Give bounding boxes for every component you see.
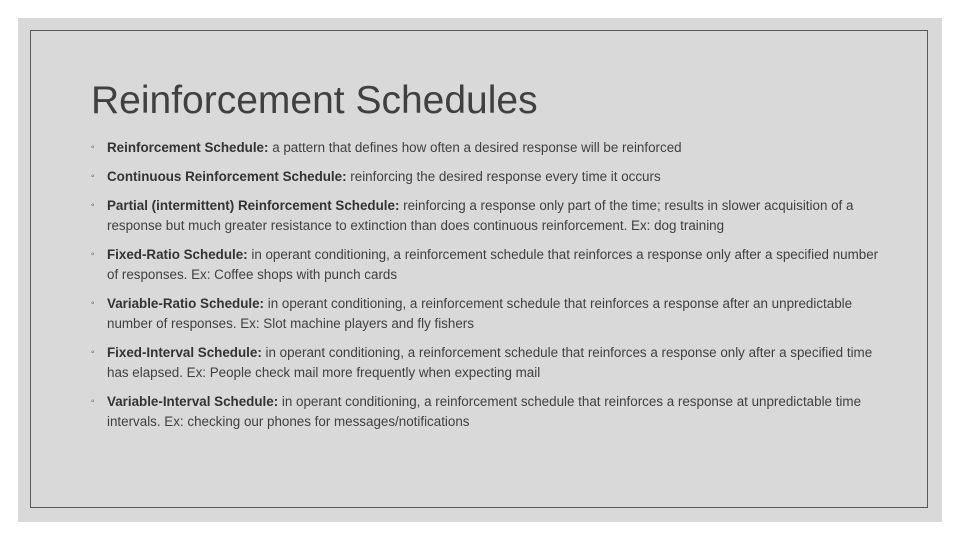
bullet-term: Reinforcement Schedule: xyxy=(107,140,269,155)
bullet-term: Variable-Ratio Schedule: xyxy=(107,296,265,311)
bullet-term: Continuous Reinforcement Schedule: xyxy=(107,169,347,184)
bullet-marker-icon: ◦ xyxy=(91,142,95,153)
bullet-marker-icon: ◦ xyxy=(91,347,95,358)
bullet-marker-icon: ◦ xyxy=(91,171,95,182)
bullet-marker-icon: ◦ xyxy=(91,249,95,260)
bullet-text: in operant conditioning, a reinforcement schedule that reinforces a response only after a specified time has elapsed. Ex: People check mail more frequently when expecting mail xyxy=(107,345,873,380)
bullet-continuous-schedule xyxy=(91,167,881,187)
bullet-text: reinforcing a response only part of the time; results in slower acquisition of a response but much greater resistance to extinction than does continuous reinforcement. Ex: dog training xyxy=(107,198,854,233)
bullet-text: a pattern that defines how often a desired response will be reinforced xyxy=(268,140,682,155)
bullet-list xyxy=(91,138,881,441)
bullet-marker-icon: ◦ xyxy=(91,298,95,309)
bullet-variable-interval xyxy=(91,392,881,432)
bullet-term: Fixed-Ratio Schedule: xyxy=(107,247,248,262)
bullet-text: reinforcing the desired response every time it occurs xyxy=(346,169,661,184)
bullet-fixed-interval xyxy=(91,343,881,383)
bullet-term: Fixed-Interval Schedule: xyxy=(107,345,262,360)
bullet-partial-schedule xyxy=(91,196,881,236)
bullet-variable-ratio xyxy=(91,294,881,334)
bullet-text: in operant conditioning, a reinforcement schedule that reinforces a response after an unpredictable number of responses. Ex: Slot machine players and fly fishers xyxy=(107,296,853,331)
bullet-text: in operant conditioning, a reinforcement schedule that reinforces a response only after a specified number of responses. Ex: Coffee shops with punch cards xyxy=(107,247,879,282)
bullet-reinforcement-schedule xyxy=(91,138,881,158)
bullet-text: in operant conditioning, a reinforcement schedule that reinforces a response at unpredictable time intervals. Ex: checking our phones for messages/notifications xyxy=(107,394,862,429)
bullet-marker-icon: ◦ xyxy=(91,200,95,211)
bullet-term: Variable-Interval Schedule: xyxy=(107,394,279,409)
bullet-term: Partial (intermittent) Reinforcement Schedule: xyxy=(107,198,400,213)
bullet-marker-icon: ◦ xyxy=(91,396,95,407)
slide-title: Reinforcement Schedules xyxy=(91,79,538,122)
bullet-fixed-ratio xyxy=(91,245,881,285)
